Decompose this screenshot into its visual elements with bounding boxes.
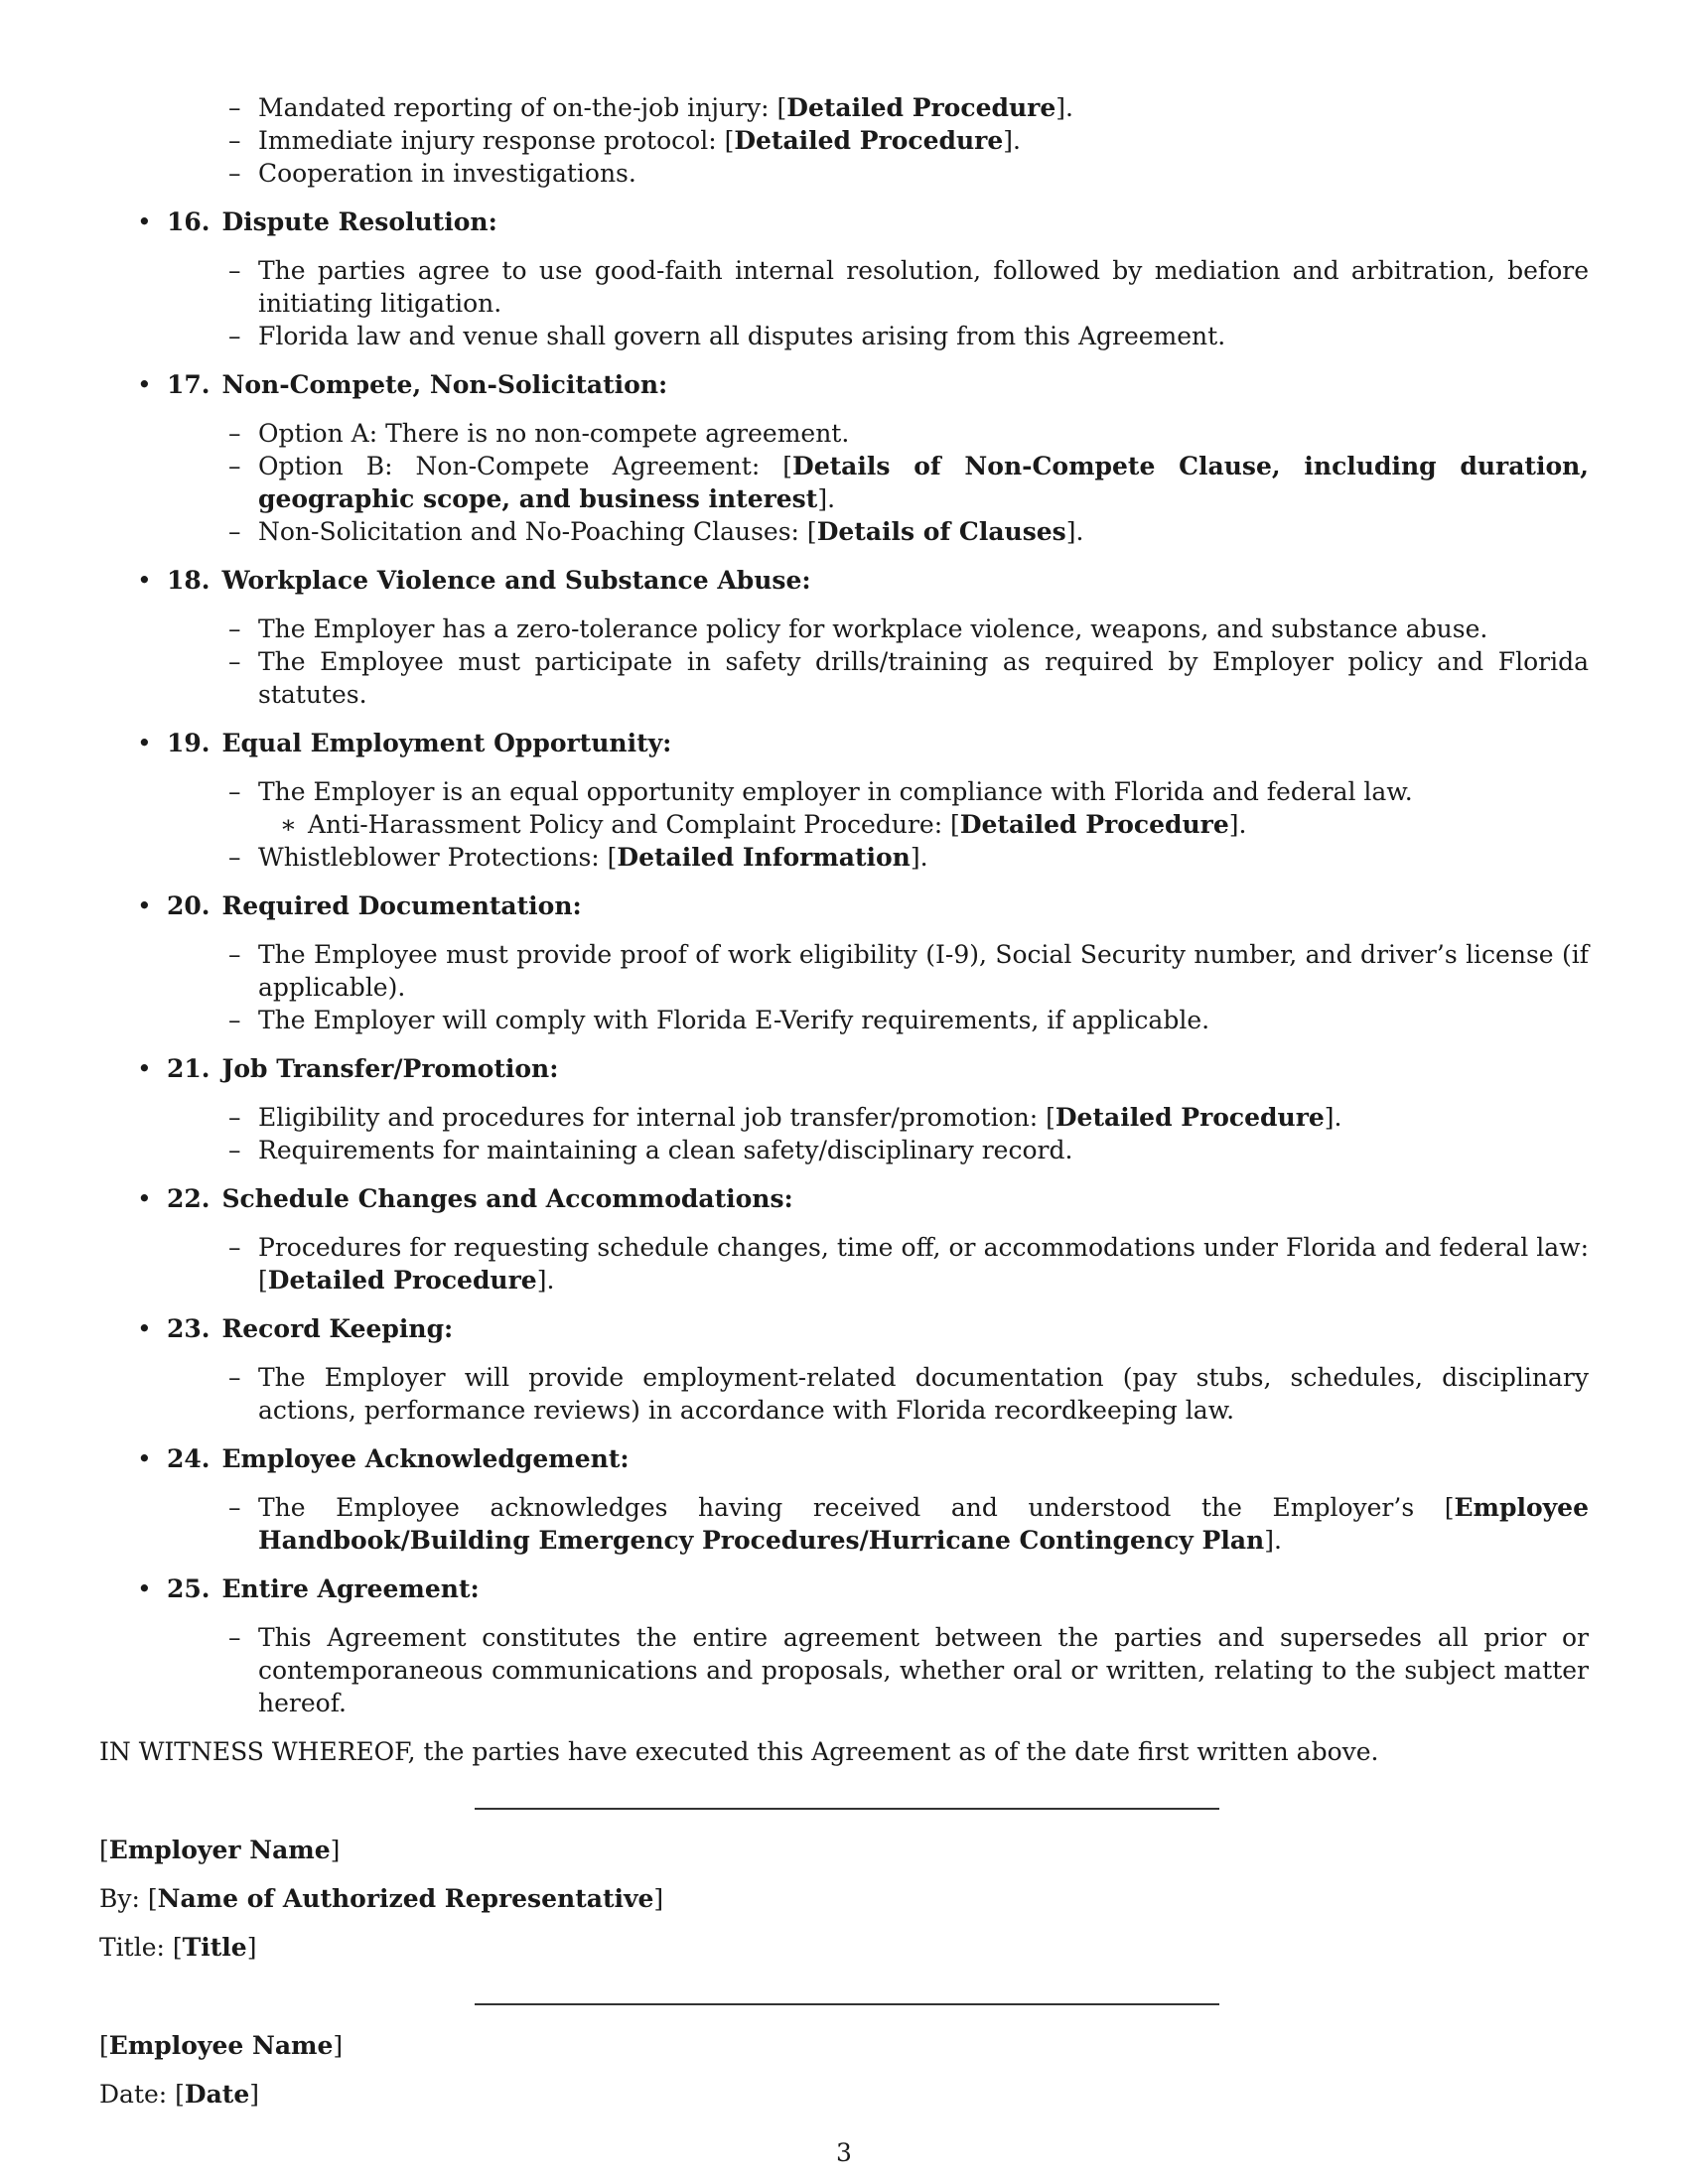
item-text: Mandated reporting of on-the-job injury: [ (258, 93, 787, 122)
list-item (228, 613, 1589, 645)
section-title: Employee Acknowledgement: (221, 1444, 630, 1473)
employer-by-line: By: [Name of Authorized Representative] (99, 1884, 664, 1913)
section-number: 19. (167, 729, 211, 757)
section-title: Entire Agreement: (221, 1574, 480, 1603)
sub-list-item (278, 808, 1589, 841)
employer-signature-line (475, 1808, 1219, 1810)
list-item (228, 1134, 1589, 1166)
section-title: Non-Compete, Non-Solicitation: (221, 370, 668, 399)
list-item (228, 1004, 1589, 1036)
section-title: Workplace Violence and Substance Abuse: (221, 566, 811, 595)
section-number: 16. (167, 207, 211, 236)
representative-name: Name of Authorized Representative (157, 1884, 654, 1913)
employee-name-line: [Employee Name] (99, 2031, 344, 2060)
item-text: The Employer will comply with Florida E-Verify requirements, if applicable. (258, 1006, 1210, 1034)
list-item (228, 254, 1589, 320)
section-heading (167, 889, 1589, 922)
item-text: The Employer has a zero-tolerance policy for workplace violence, weapons, and substance abuse. (258, 614, 1488, 643)
item-text: The Employee must participate in safety drills/training as required by Employer policy and Florida statutes. (258, 647, 1589, 709)
section-number: 20. (167, 891, 211, 920)
list-item (228, 1491, 1589, 1557)
section-heading (167, 1052, 1589, 1085)
section-number: 23. (167, 1314, 211, 1343)
employer-title-line: Title: [Title] (99, 1933, 257, 1962)
item-text-tail: ]. (910, 843, 928, 872)
section-title: Equal Employment Opportunity: (221, 729, 672, 757)
placeholder-field: Details of Clauses (816, 517, 1066, 546)
section-number: 22. (167, 1184, 211, 1213)
section-16 (99, 205, 1589, 352)
section-number: 25. (167, 1574, 211, 1603)
item-text: Option A: There is no non-compete agreement. (258, 419, 850, 448)
employee-signature-line (475, 2003, 1219, 2005)
document-page (99, 91, 1589, 2111)
section-title: Required Documentation: (221, 891, 582, 920)
list-item (228, 124, 1589, 157)
employer-name: Employer Name (108, 1836, 331, 1864)
employer-name-line: [Employer Name] (99, 1836, 341, 1864)
section-number: 21. (167, 1054, 211, 1083)
list-item (228, 938, 1589, 1004)
section-heading (167, 205, 1589, 238)
section-18 (99, 564, 1589, 711)
employee-date-line: Date: [Date] (99, 2080, 260, 2109)
item-text: The Employer is an equal opportunity employer in compliance with Florida and federal law. (258, 777, 1413, 806)
item-text-tail: ]. (1003, 126, 1021, 155)
item-text: The Employer will provide employment-related documentation (pay stubs, schedules, disciplinary actions, performance reviews) in accordance with Florida recordkeeping law. (258, 1363, 1589, 1425)
section-title: Record Keeping: (221, 1314, 454, 1343)
list-item (228, 1231, 1589, 1297)
page-number: 3 (836, 2138, 852, 2167)
item-text: Anti-Harassment Policy and Complaint Procedure: [ (308, 810, 960, 839)
section-heading (167, 1442, 1589, 1475)
list-item (228, 1101, 1589, 1134)
section-number: 17. (167, 370, 211, 399)
placeholder-field: Details of Non-Compete Clause, including duration, geographic scope, and business interest (258, 452, 1590, 513)
list-item (228, 91, 1589, 124)
item-text-tail: ]. (1065, 517, 1084, 546)
section-items (167, 1491, 1589, 1557)
placeholder-field: Detailed Procedure (786, 93, 1056, 122)
list-item (228, 645, 1589, 711)
list-item (228, 775, 1589, 841)
employer-signature-block (99, 1834, 1589, 1964)
placeholder-field: Employee Handbook/Building Emergency Procedures/Hurricane Contingency Plan (258, 1493, 1589, 1555)
carryover-list (99, 91, 1589, 190)
section-number: 18. (167, 566, 211, 595)
item-text: Immediate injury response protocol: [ (258, 126, 735, 155)
sections-list (99, 205, 1589, 1719)
witness-clause: IN WITNESS WHEREOF, the parties have executed this Agreement as of the date first written above. (99, 1737, 1379, 1766)
item-text-tail: ]. (1228, 810, 1247, 839)
section-number: 24. (167, 1444, 211, 1473)
section-items (167, 775, 1589, 874)
section-heading (167, 564, 1589, 597)
section-heading (167, 368, 1589, 401)
section-items (167, 1621, 1589, 1719)
item-text-tail: ]. (1055, 93, 1073, 122)
item-text: Whistleblower Protections: [ (258, 843, 618, 872)
list-item (228, 157, 1589, 190)
section-title: Dispute Resolution: (221, 207, 497, 236)
section-items (167, 1231, 1589, 1297)
list-item (228, 515, 1589, 548)
section-heading (167, 1312, 1589, 1345)
section-heading (167, 1182, 1589, 1215)
item-text: Non-Solicitation and No-Poaching Clauses: [ (258, 517, 817, 546)
section-title: Schedule Changes and Accommodations: (221, 1184, 793, 1213)
section-20 (99, 889, 1589, 1036)
item-text: Cooperation in investigations. (258, 159, 636, 188)
item-text: The Employee must provide proof of work eligibility (I-9), Social Security number, and driver’s license (if applicable). (258, 940, 1589, 1002)
section-25 (99, 1572, 1589, 1719)
employee-signature-block (99, 2029, 1589, 2111)
list-item (228, 841, 1589, 874)
item-text-tail: ]. (1324, 1103, 1342, 1132)
sub-items (258, 808, 1589, 841)
item-text-tail: ]. (536, 1266, 555, 1295)
list-item (228, 1621, 1589, 1719)
section-21 (99, 1052, 1589, 1166)
section-24 (99, 1442, 1589, 1557)
placeholder-field: Detailed Procedure (734, 126, 1004, 155)
placeholder-field: Detailed Procedure (1055, 1103, 1325, 1132)
section-items (167, 938, 1589, 1036)
list-item (228, 450, 1589, 515)
representative-title: Title (182, 1933, 247, 1962)
item-text: Procedures for requesting schedule changes, time off, or accommodations under Florida and federal law: [ (258, 1233, 1589, 1295)
item-text: The Employee acknowledges having received and understood the Employer’s [ (258, 1493, 1455, 1522)
item-text-tail: ]. (1264, 1526, 1282, 1555)
section-items (167, 1361, 1589, 1427)
section-heading (167, 1572, 1589, 1605)
item-text: Requirements for maintaining a clean safety/disciplinary record. (258, 1136, 1073, 1164)
placeholder-field: Detailed Information (617, 843, 911, 872)
section-items (167, 254, 1589, 352)
item-text-tail: ]. (817, 484, 836, 513)
list-item (228, 1361, 1589, 1427)
section-23 (99, 1312, 1589, 1427)
item-text: This Agreement constitutes the entire agreement between the parties and supersedes all prior or contemporaneous communications and proposals, whether oral or written, relating to the subject matter hereof. (258, 1623, 1589, 1717)
item-text: Eligibility and procedures for internal job transfer/promotion: [ (258, 1103, 1055, 1132)
section-22 (99, 1182, 1589, 1297)
section-items (167, 1101, 1589, 1166)
item-text: Florida law and venue shall govern all disputes arising from this Agreement. (258, 322, 1226, 350)
signature-date: Date (184, 2080, 250, 2109)
section-17 (99, 368, 1589, 548)
list-item (228, 320, 1589, 352)
employee-name: Employee Name (108, 2031, 334, 2060)
section-items (167, 613, 1589, 711)
placeholder-field: Detailed Procedure (959, 810, 1229, 839)
item-text: The parties agree to use good-faith internal resolution, followed by mediation and arbitration, before initiating litigation. (258, 256, 1589, 318)
item-text: Option B: Non-Compete Agreement: [ (258, 452, 793, 480)
list-item (228, 417, 1589, 450)
section-heading (167, 727, 1589, 759)
section-19 (99, 727, 1589, 874)
placeholder-field: Detailed Procedure (267, 1266, 537, 1295)
section-items (167, 417, 1589, 548)
section-title: Job Transfer/Promotion: (221, 1054, 559, 1083)
